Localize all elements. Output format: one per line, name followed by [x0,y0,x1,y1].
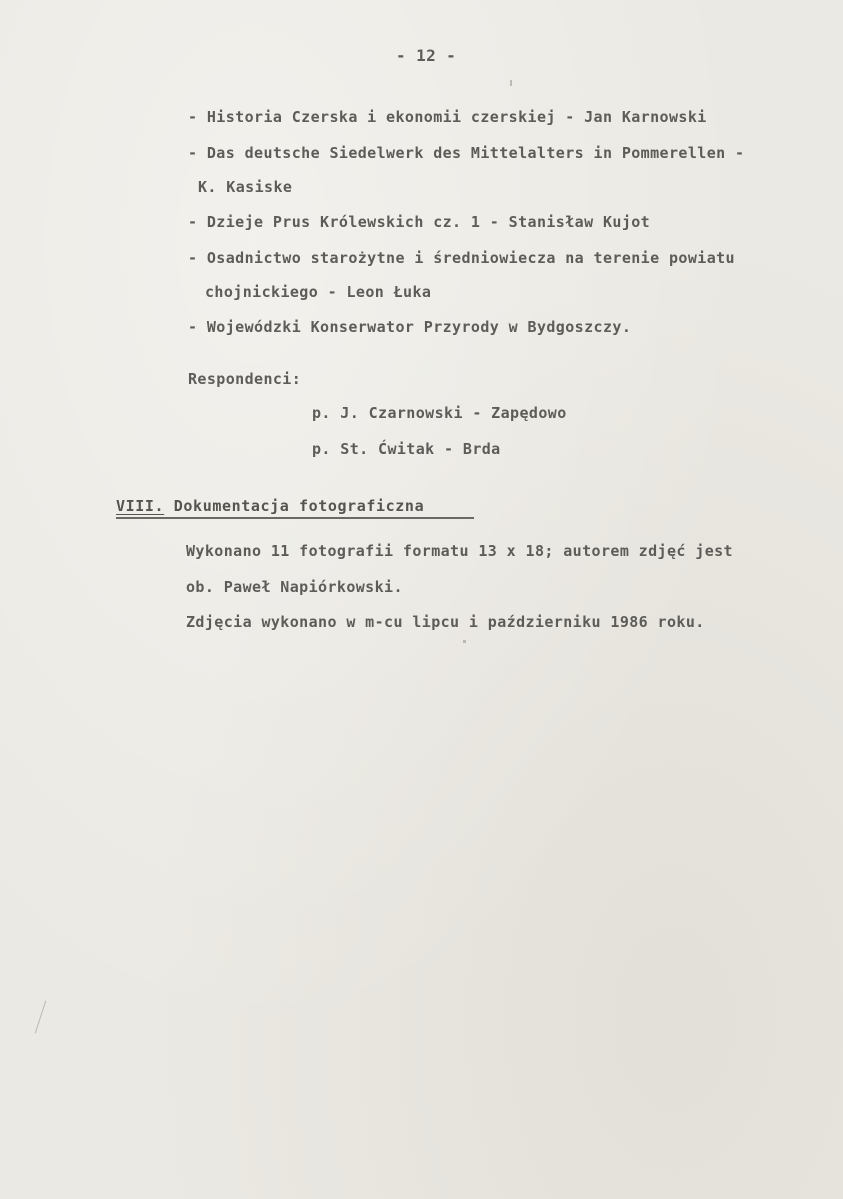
source-line-3: K. Kasiske [198,178,293,196]
respondent-2: p. St. Ćwitak - Brda [312,440,501,458]
respondents-label: Respondenci: [188,370,302,388]
source-line-1: - Historia Czerska i ekonomii czerskiej - Jan Karnowski [188,108,707,126]
paper-hair [35,1001,46,1034]
source-line-7: - Wojewódzki Konserwator Przyrody w Bydgoszczy. [188,318,632,336]
paragraph-line-1: Wykonano 11 fotografii formatu 13 x 18; autorem zdjęć jest [186,542,733,560]
paragraph-line-2: ob. Paweł Napiórkowski. [186,578,403,596]
page-number: - 12 - [396,46,457,65]
section-title: Dokumentacja fotograficzna [173,497,425,515]
paragraph-line-3: Zdjęcia wykonano w m-cu lipcu i październiku 1986 roku. [186,613,705,631]
source-line-4: - Dzieje Prus Królewskich cz. 1 - Stanisław Kujot [188,213,651,231]
paper-speck [463,640,466,643]
source-line-5: - Osadnictwo starożytne i średniowiecza na terenie powiatu [188,249,735,267]
section-underline [116,517,474,519]
source-line-6: chojnickiego - Leon Łuka [205,283,432,301]
source-line-2: - Das deutsche Siedelwerk des Mittelalters in Pommerellen - [188,144,745,162]
section-number: VIII. [116,497,165,515]
respondent-1: p. J. Czarnowski - Zapędowo [312,404,567,422]
paper-speck [510,80,512,86]
section-heading [116,497,424,515]
